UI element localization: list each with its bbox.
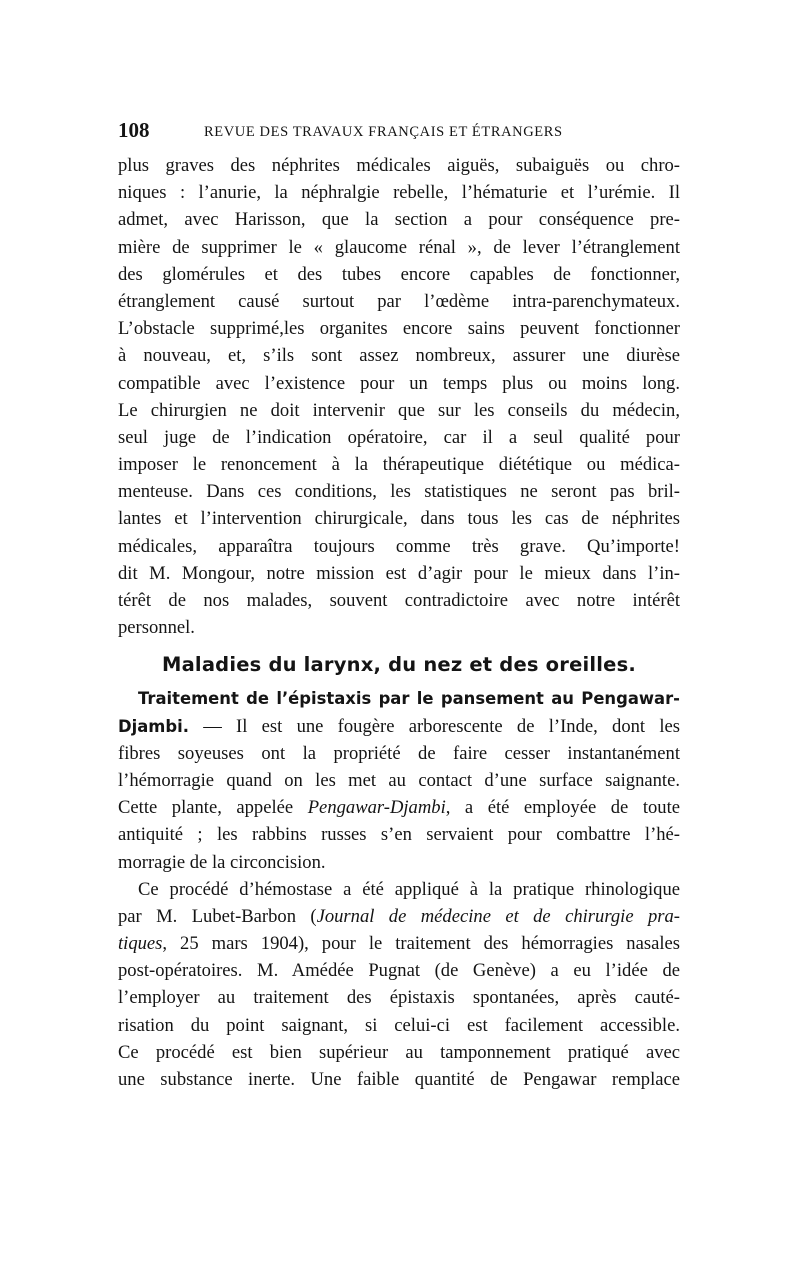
text-line: Ce procédé d’hémostase a été appliqué à la pratique rhinologique bbox=[138, 878, 680, 900]
running-header bbox=[118, 118, 680, 148]
text-line: une substance inerte. Une faible quantité de Pengawar remplace bbox=[118, 1069, 680, 1090]
text-line: morragie de la circoncision. bbox=[118, 851, 326, 873]
text-line bbox=[118, 903, 680, 930]
text-line: L’obstacle supprimé,les organites encore sains peuvent fonctionner bbox=[118, 318, 680, 340]
text-line: risation du point saignant, si celui-ci est facilement accessible. bbox=[118, 1014, 680, 1036]
text-line: des glomérules et des tubes encore capables de fonctionner, bbox=[118, 263, 680, 285]
text-span: , a été employée de toute bbox=[445, 797, 680, 819]
text-line: Le chirurgien ne doit intervenir que sur les conseils du médecin, bbox=[118, 399, 680, 421]
journal-reference: Journal de médecine et de chirurgie pra- bbox=[316, 905, 680, 927]
text-line: personnel. bbox=[118, 617, 195, 639]
paragraph-procedure bbox=[118, 876, 680, 1094]
text-line: seul juge de l’indication opératoire, car il a seul qualité pour bbox=[118, 426, 680, 448]
text-line: antiquité ; les rabbins russes s’en servaient pour combattre l’hé- bbox=[118, 824, 680, 846]
text-line bbox=[118, 794, 680, 821]
text-line: admet, avec Harisson, que la section a pour conséquence pre- bbox=[118, 209, 680, 231]
text-line: niques : l’anurie, la néphralgie rebelle, l’hématurie et l’urémie. Il bbox=[118, 182, 680, 204]
article-heading-end: Djambi. bbox=[118, 716, 189, 736]
journal-reference-end: tiques bbox=[118, 933, 163, 955]
text-line: compatible avec l’existence pour un temps plus ou moins long. bbox=[118, 372, 680, 394]
text-span: Cette plante, appelée bbox=[118, 797, 308, 819]
page-number: 108 bbox=[118, 118, 150, 142]
plant-name: Pengawar-Djambi bbox=[307, 797, 446, 819]
text-span: — Il est une fougère arborescente de l’Inde, dont les bbox=[188, 715, 680, 737]
text-line bbox=[118, 713, 680, 740]
text-span: , 25 mars 1904), pour le traitement des hémorragies nasales bbox=[162, 933, 680, 955]
text-line: dit M. Mongour, notre mission est d’agir pour le mieux dans l’in- bbox=[118, 562, 680, 584]
text-line: lantes et l’intervention chirurgicale, dans tous les cas de néphrites bbox=[118, 508, 680, 530]
text-line: étranglement causé surtout par l’œdème intra-parenchymateux. bbox=[118, 290, 680, 312]
text-line: l’hémorragie quand on les met au contact d’une surface saignante. bbox=[118, 769, 680, 791]
text-line: Ce procédé est bien supérieur au tamponnement pratiqué avec bbox=[118, 1041, 680, 1063]
text-span: par M. Lubet-Barbon ( bbox=[118, 905, 317, 927]
text-line: mière de supprimer le « glaucome rénal », de lever l’étranglement bbox=[118, 236, 680, 258]
text-line: médicales, apparaîtra toujours comme très grave. Qu’importe! bbox=[118, 535, 680, 557]
text-line: térêt de nos malades, souvent contradictoire avec notre intérêt bbox=[118, 590, 680, 611]
text-line: fibres soyeuses ont la propriété de faire cesser instantanément bbox=[118, 742, 680, 764]
text-line: l’employer au traitement des épistaxis spontanées, après cauté- bbox=[118, 987, 680, 1009]
section-heading: Maladies du larynx, du nez et des oreilles. bbox=[161, 653, 637, 677]
paragraph-nephritis bbox=[118, 152, 680, 641]
paragraph-epistaxis bbox=[118, 685, 680, 875]
text-line bbox=[118, 930, 680, 957]
journal-page bbox=[118, 118, 680, 1093]
text-line: imposer le renoncement à la thérapeutique diététique ou médica- bbox=[118, 454, 680, 476]
text-line: à nouveau, et, s’ils sont assez nombreux, assurer une diurèse bbox=[118, 345, 680, 367]
article-heading: Traitement de l’épistaxis par le pansement au Pengawar- bbox=[138, 689, 680, 709]
text-line: post-opératoires. M. Amédée Pugnat (de Genève) a eu l’idée de bbox=[118, 960, 680, 982]
text-line: menteuse. Dans ces conditions, les statistiques ne seront pas bril- bbox=[118, 481, 680, 503]
journal-title: REVUE DES TRAVAUX FRANÇAIS ET ÉTRANGERS bbox=[204, 124, 563, 140]
text-line: plus graves des néphrites médicales aiguës, subaiguës ou chro- bbox=[118, 155, 680, 176]
